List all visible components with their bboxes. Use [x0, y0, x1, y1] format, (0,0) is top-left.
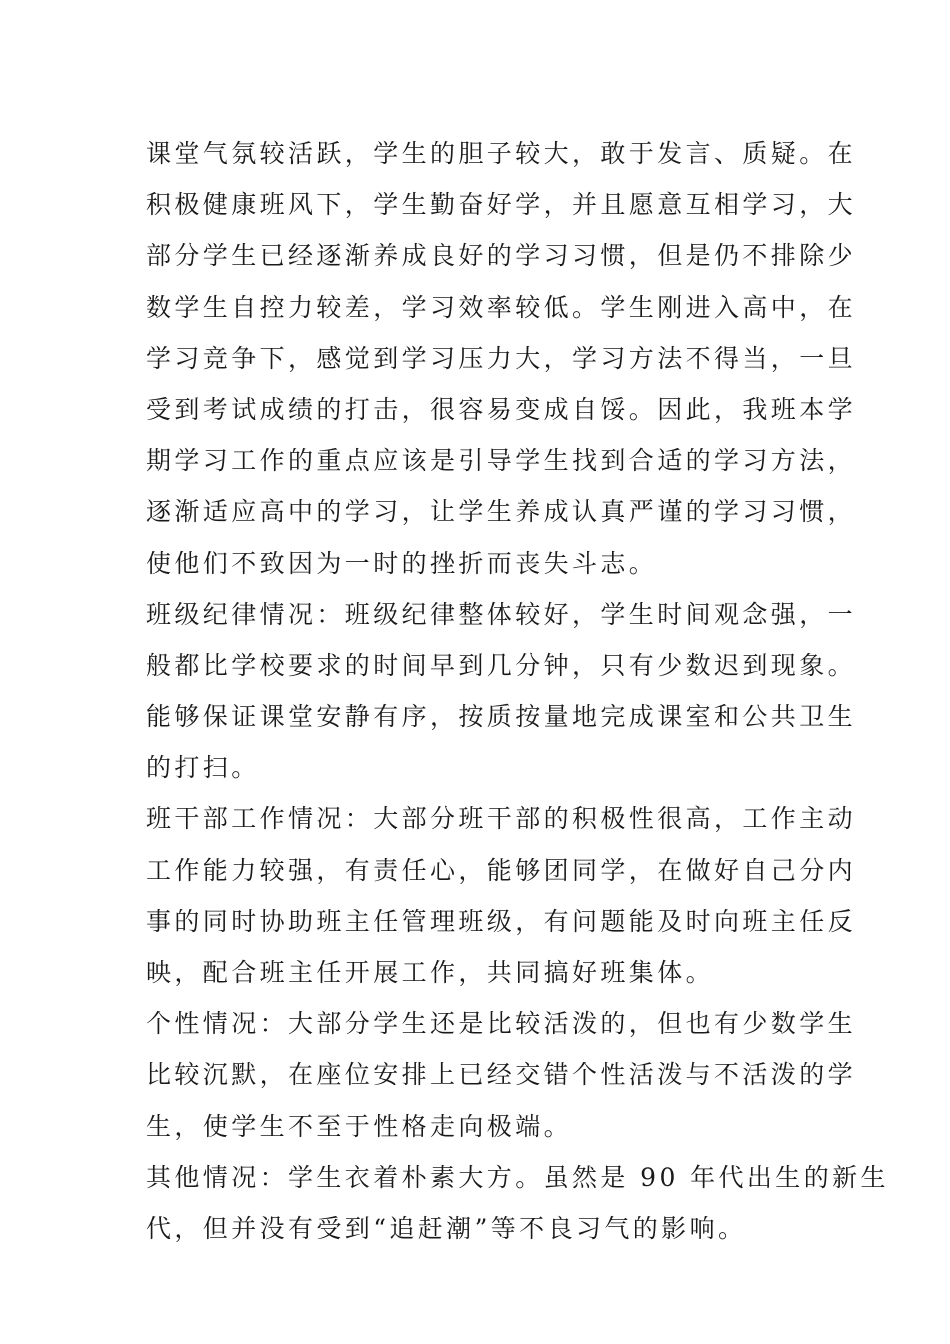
text-line: 工作能力较强，有责任心，能够团同学，在做好自己分内: [146, 855, 857, 885]
text-line: 能够保证课堂安静有序，按质按量地完成课室和公共卫生: [146, 702, 857, 732]
text-line: 期学习工作的重点应该是引导学生找到合适的学习方法，: [146, 446, 857, 476]
paragraph-personality-start: 个性情况：大部分学生还是比较活泼的，但也有少数学生: [146, 1009, 857, 1039]
paragraph-other-start: 其他情况：学生衣着朴素大方。虽然是 90 年代出生的新生: [146, 1162, 889, 1192]
text-line: 部分学生已经逐渐养成良好的学习习惯，但是仍不排除少: [146, 241, 857, 271]
text-line: 比较沉默，在座位安排上已经交错个性活泼与不活泼的学: [146, 1060, 857, 1090]
text-line: 的打扫。: [146, 753, 260, 783]
text-line: 积极健康班风下，学生勤奋好学，并且愿意互相学习，大: [146, 190, 857, 220]
text-line: 代，但并没有受到“追赶潮”等不良习气的影响。: [146, 1213, 747, 1243]
text-line: 映，配合班主任开展工作，共同搞好班集体。: [146, 958, 715, 987]
text-line: 使他们不致因为一时的挫折而丧失斗志。: [146, 548, 658, 578]
text-line: 受到考试成绩的打击，很容易变成自馁。因此，我班本学: [146, 394, 857, 424]
paragraph-discipline-start: 班级纪律情况：班级纪律整体较好，学生时间观念强，一: [146, 599, 857, 629]
text-line: 般都比学校要求的时间早到几分钟，只有少数迟到现象。: [146, 650, 857, 680]
text-line: 课堂气氛较活跃，学生的胆子较大，敢于发言、质疑。在: [146, 139, 857, 168]
document-body: [146, 128, 889, 1254]
text-line: 生，使学生不至于性格走向极端。: [146, 1111, 573, 1141]
text-line: 学习竞争下，感觉到学习压力大，学习方法不得当，一旦: [146, 343, 857, 373]
text-line: 事的同时协助班主任管理班级，有问题能及时向班主任反: [146, 906, 857, 936]
text-line: 逐渐适应高中的学习，让学生养成认真严谨的学习习惯，: [146, 497, 857, 527]
paragraph-cadre-start: 班干部工作情况：大部分班干部的积极性很高，工作主动: [146, 804, 857, 834]
text-line: 数学生自控力较差，学习效率较低。学生刚进入高中，在: [146, 292, 857, 322]
